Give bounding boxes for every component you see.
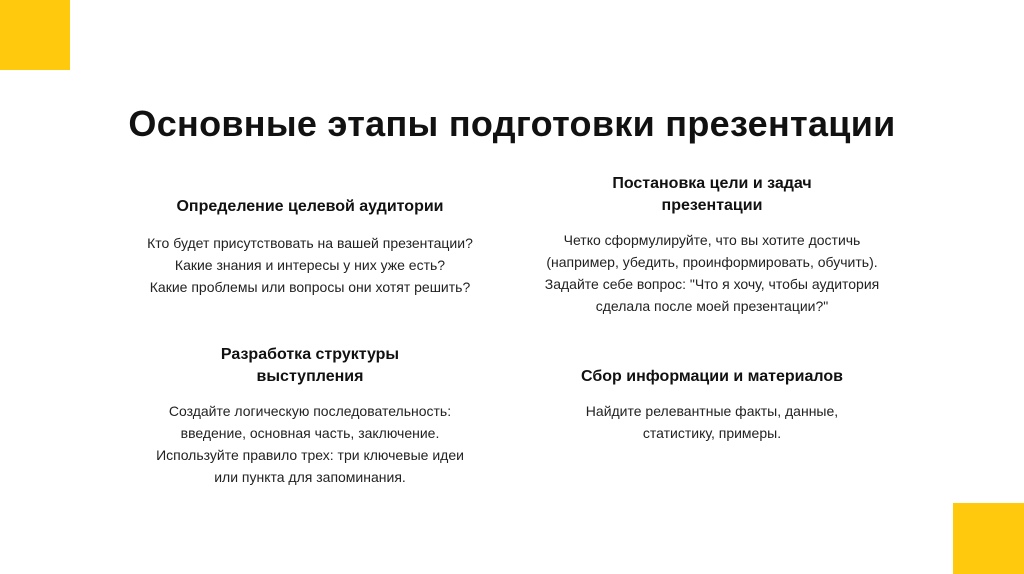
corner-accent-top-left <box>0 0 70 70</box>
stage-heading-line: Разработка структуры <box>220 346 400 363</box>
stage-heading <box>512 173 912 217</box>
stage-block-goals <box>512 173 912 317</box>
stage-description-line: (например, убедить, проинформировать, обучить). <box>546 254 878 270</box>
stage-heading <box>512 366 912 388</box>
stage-description-line: Найдите релевантные факты, данные, <box>585 403 839 419</box>
stage-heading-line: презентации <box>661 197 763 214</box>
stage-description-line: статистику, примеры. <box>642 425 782 441</box>
stage-description-line: Четко сформулируйте, что вы хотите достичь <box>563 232 861 248</box>
stage-description-line: или пункта для запоминания. <box>214 469 406 485</box>
stage-description-line: Какие знания и интересы у них уже есть? <box>174 257 446 273</box>
corner-accent-bottom-right <box>953 503 1024 574</box>
stage-block-audience <box>110 196 510 298</box>
stage-block-structure <box>110 344 510 488</box>
stage-heading <box>110 344 510 388</box>
stage-description-line: Кто будет присутствовать на вашей презентации? <box>147 235 473 251</box>
stage-block-materials <box>512 366 912 444</box>
stage-description <box>512 400 912 444</box>
stage-heading-line: выступления <box>256 368 364 385</box>
stage-heading-line: Определение целевой аудитории <box>176 198 444 215</box>
stage-description-line: Задайте себе вопрос: "Что я хочу, чтобы аудитория <box>544 276 880 292</box>
stage-description-line: Используйте правило трех: три ключевые идеи <box>156 447 464 463</box>
stage-description-line: сделала после моей презентации?" <box>595 298 829 314</box>
stage-heading-line: Сбор информации и материалов <box>581 368 843 385</box>
stage-heading-line: Постановка цели и задач <box>612 175 812 192</box>
stage-description-line: введение, основная часть, заключение. <box>180 425 440 441</box>
stage-description-line: Создайте логическую последовательность: <box>168 403 452 419</box>
stage-description-line: Какие проблемы или вопросы они хотят решить? <box>149 279 471 295</box>
stage-description <box>512 229 912 317</box>
stage-description <box>110 232 510 298</box>
stage-heading <box>110 196 510 218</box>
slide-title: Основные этапы подготовки презентации <box>128 103 896 144</box>
stage-description <box>110 400 510 488</box>
